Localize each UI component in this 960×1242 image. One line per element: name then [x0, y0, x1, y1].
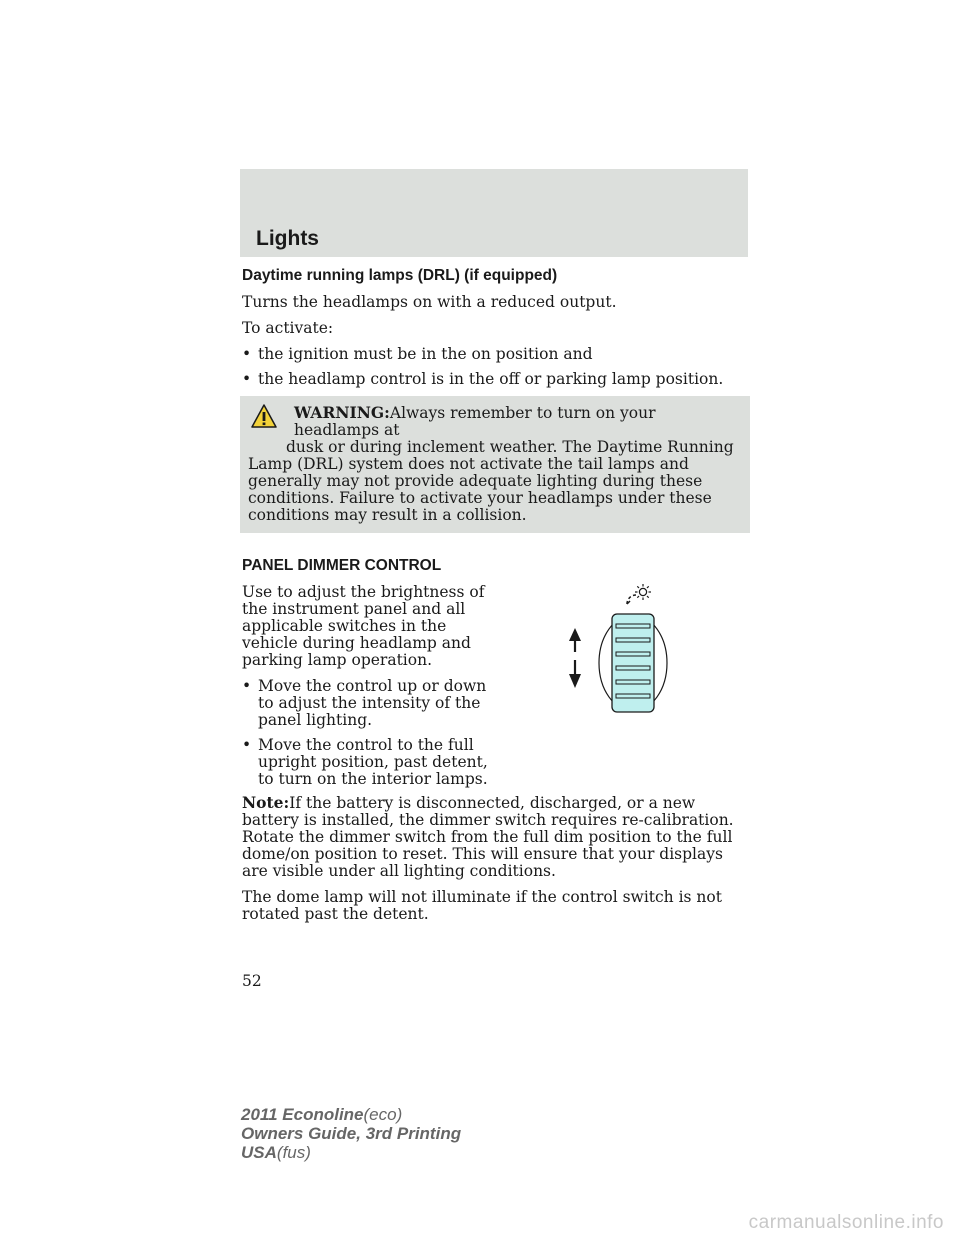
dome-lamp-paragraph: The dome lamp will not illuminate if the control switch is not rotated past the detent.: [242, 888, 722, 923]
list-item: • Move the control up or down to adjust the intensity of the panel lighting.: [242, 677, 487, 729]
page-content: [242, 266, 748, 932]
warning-box: [240, 396, 750, 533]
panel-dimmer-section: [242, 584, 748, 788]
footer-model-code: (eco): [363, 1105, 403, 1124]
section-title: Lights: [256, 227, 319, 250]
warning-text: dusk or during inclement weather. The Daytime Running Lamp (DRL) system does not activate the tail lamps and generally may not provide adequate lighting during these conditions. Failure to activate your headlamps under these conditions may result in a collision.: [248, 438, 734, 524]
footer-market-code: (fus): [276, 1143, 311, 1162]
panel-intro: Use to adjust the brightness of the instrument panel and all applicable switches in the vehicle during headlamp and parking lamp operation.: [242, 583, 485, 669]
drl-heading: Daytime running lamps (DRL) (if equipped): [242, 267, 558, 284]
warning-label: WARNING:: [294, 403, 390, 422]
footer-guide: Owners Guide, 3rd Printing: [241, 1124, 462, 1143]
footer-market: USA: [241, 1143, 277, 1162]
list-item: • Move the control to the full upright position, past detent, to turn on the interior lamps.: [242, 736, 488, 788]
page-number: 52: [242, 972, 262, 990]
document-footer: [241, 1105, 461, 1162]
drl-intro: Turns the headlamps on with a reduced output.: [242, 293, 617, 311]
panel-dimmer-heading: PANEL DIMMER CONTROL: [242, 557, 442, 574]
list-item: • the ignition must be in the on position and: [242, 345, 593, 363]
up-down-arrow-icon: [569, 628, 581, 688]
note-paragraph: [242, 794, 748, 880]
warning-line1: Always remember to turn on your headlamps at: [294, 404, 656, 439]
note-label: Note:: [242, 793, 290, 812]
warning-triangle-icon: [250, 403, 278, 433]
drl-activate-label: To activate:: [242, 319, 334, 337]
dimmer-lamp-icon: [627, 584, 651, 604]
section-header-band: [240, 169, 748, 257]
list-item: • the headlamp control is in the off or parking lamp position.: [242, 370, 724, 388]
dimmer-thumbwheel-figure: [565, 580, 675, 740]
note-text: If the battery is disconnected, discharged, or a new battery is installed, the dimmer switch requires re-calibration. Rotate the dimmer switch from the full dim position to the full dome/on position to reset. This will ensure that your displays are visible under all lighting conditions.: [242, 794, 734, 880]
watermark: carmanualsonline.info: [748, 1212, 944, 1233]
footer-model: 2011 Econoline: [241, 1105, 364, 1124]
